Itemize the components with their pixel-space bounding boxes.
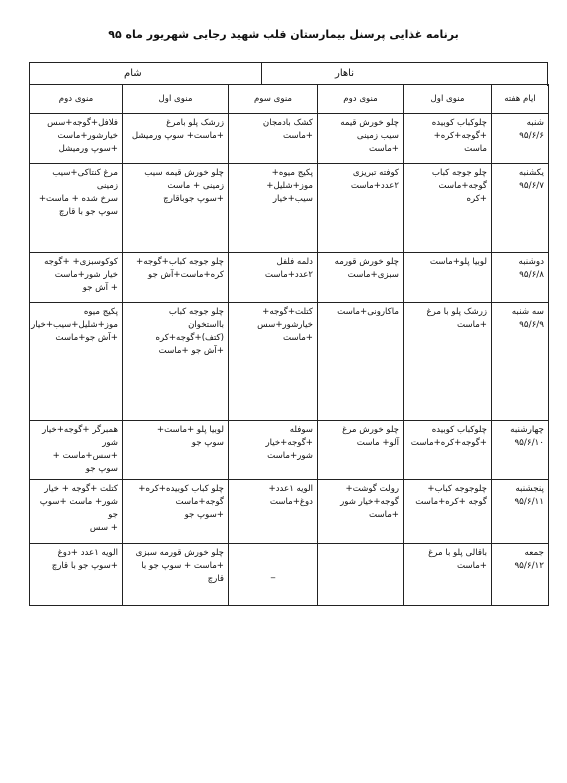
lunch-menu-2-cell — [318, 544, 404, 606]
dinner-menu-2-cell: پکیج میوه موز+شلیل+سیب+خیار +آش جو+ماست — [30, 303, 123, 421]
table-header-row — [30, 85, 549, 114]
lunch-menu-3-cell: سوفله +گوجه+خیار شور+ماست — [229, 421, 318, 480]
table-row — [30, 114, 549, 164]
lunch-menu-3-cell: دلمه فلفل ۲عدد+ماست — [229, 253, 318, 303]
lunch-menu-2-cell: چلو خورش مرغ آلو+ ماست — [318, 421, 404, 480]
lunch-menu-1-cell: زرشک پلو با مرغ +ماست — [404, 303, 492, 421]
day-cell: جمعه ۹۵/۶/۱۲ — [492, 544, 549, 606]
day-cell: چهارشنبه ۹۵/۶/۱۰ — [492, 421, 549, 480]
lunch-menu-2-cell: رولت گوشت+ گوجه+خیار شور +ماست — [318, 480, 404, 544]
lunch-menu-1-cell: چلوکباب کوبیده +گوجه+کره+ ماست — [404, 114, 492, 164]
meal-schedule-table — [29, 84, 549, 606]
dinner-menu-1-cell: چلو جوجه کباب+گوجه+ کره+ماست+آش جو — [123, 253, 229, 303]
lunch-menu-1-cell: چلوکباب کوبیده +گوجه+کره+ماست — [404, 421, 492, 480]
table-row — [30, 303, 549, 421]
page-title: برنامه غذایی پرسنل بیمارستان قلب شهید رجایی شهریور ماه ۹۵ — [108, 28, 459, 41]
lunch-menu-3-cell: پکیج میوه+ موز+شلیل+ سیب+خیار — [229, 164, 318, 253]
table-row — [30, 253, 549, 303]
dinner-menu-1-cell: چلو خورش قیمه سیب زمینی + ماست +سوپ جوباقارچ — [123, 164, 229, 253]
lunch-menu-1-cell: چلوجوجه کباب+ گوجه +کره+ماست — [404, 480, 492, 544]
lunch-menu-2-cell: چلو خورش قیمه سیب زمینی +ماست — [318, 114, 404, 164]
lunch-menu-1-cell: چلو جوجه کباب گوجه+ماست +کره — [404, 164, 492, 253]
table-frame — [29, 62, 548, 86]
dinner-menu-2-cell: الویه ۱عدد +دوغ +سوپ جو با قارچ — [30, 544, 123, 606]
lunch-menu-2-cell: کوفته تبریزی ۲عدد+ماست — [318, 164, 404, 253]
header-weekday: ایام هفته — [492, 85, 549, 114]
dinner-menu-2-cell: فلافل+گوجه+سس خیارشور+ماست +سوپ ورمیشل — [30, 114, 123, 164]
lunch-group-label: ناهار — [335, 68, 354, 79]
dinner-menu-2-cell: کتلت +گوجه + خیار شور+ ماست +سوپ جو + سس — [30, 480, 123, 544]
day-cell: دوشنبه ۹۵/۶/۸ — [492, 253, 549, 303]
dinner-menu-1-cell: چلو خورش قورمه سبزی +ماست + سوپ جو با قارچ — [123, 544, 229, 606]
table-row — [30, 421, 549, 480]
lunch-menu-2-cell: ماکارونی+ماست — [318, 303, 404, 421]
header-dinner-menu-2: منوی دوم — [30, 85, 123, 114]
day-cell: یکشنبه ۹۵/۶/۷ — [492, 164, 549, 253]
lunch-menu-3-cell: _ — [229, 544, 318, 606]
dinner-menu-1-cell: لوبیا پلو +ماست+ سوپ جو — [123, 421, 229, 480]
header-lunch-menu-2: منوی دوم — [318, 85, 404, 114]
day-cell: سه شنبه ۹۵/۶/۹ — [492, 303, 549, 421]
day-cell: پنجشنبه ۹۵/۶/۱۱ — [492, 480, 549, 544]
header-lunch-menu-1: منوی اول — [404, 85, 492, 114]
lunch-menu-1-cell: باقالی پلو با مرغ +ماست — [404, 544, 492, 606]
header-dinner-menu-1: منوی اول — [123, 85, 229, 114]
dinner-menu-1-cell: چلو جوجه کباب بااستخوان (کتف)+گوجه+کره +آش جو +ماست — [123, 303, 229, 421]
group-divider — [261, 62, 262, 85]
dinner-group-label: شام — [124, 68, 142, 79]
lunch-menu-3-cell: کشک بادمجان +ماست — [229, 114, 318, 164]
day-cell: شنبه ۹۵/۶/۶ — [492, 114, 549, 164]
lunch-menu-2-cell: چلو خورش قورمه سبزی+ماست — [318, 253, 404, 303]
dinner-menu-1-cell: چلو کباب کوبیده+کره+ گوجه+ماست +سوپ جو — [123, 480, 229, 544]
header-lunch-menu-3: منوی سوم — [229, 85, 318, 114]
table-row — [30, 480, 549, 544]
table-row — [30, 164, 549, 253]
lunch-menu-1-cell: لوبیا پلو+ماست — [404, 253, 492, 303]
table-row — [30, 544, 549, 606]
dinner-menu-1-cell: زرشک پلو بامرغ +ماست+ سوپ ورمیشل — [123, 114, 229, 164]
dinner-menu-2-cell: همبرگر +گوجه+خیار شور +سس+ماست + سوپ جو — [30, 421, 123, 480]
dinner-menu-2-cell: مرغ کنتاکی+سیب زمینی سرخ شده + ماست+ سوپ جو با قارچ — [30, 164, 123, 253]
lunch-menu-3-cell: الویه ۱عدد+ دوغ+ماست — [229, 480, 318, 544]
dinner-menu-2-cell: کوکوسبزی+ +گوجه خیار شور+ماست + آش جو — [30, 253, 123, 303]
lunch-menu-3-cell: کتلت+گوجه+ خیارشور+سس +ماست — [229, 303, 318, 421]
